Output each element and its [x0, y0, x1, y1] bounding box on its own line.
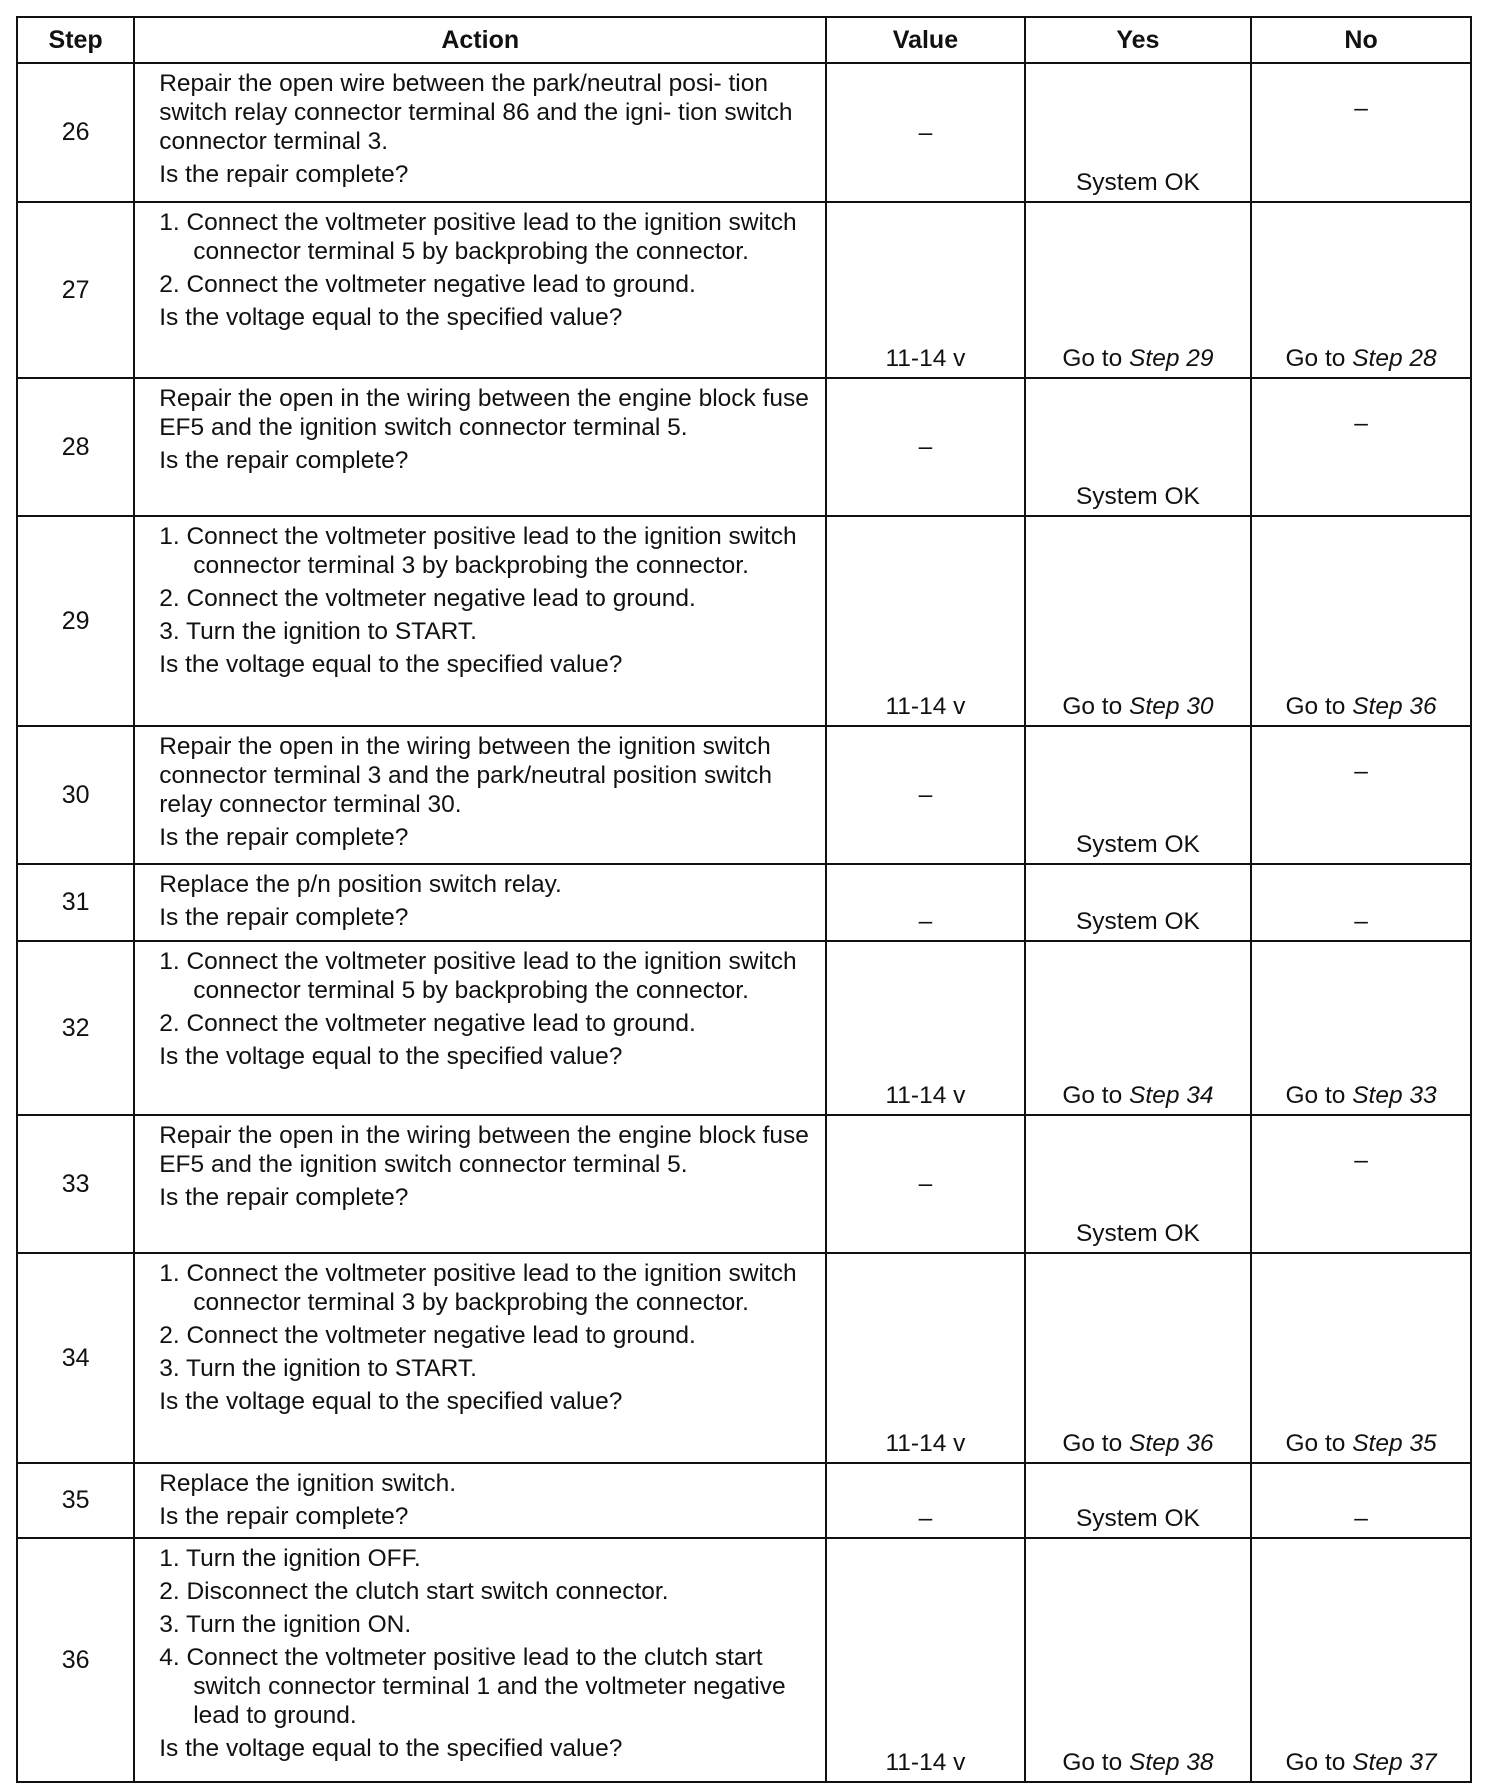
yes-text: Go to — [1062, 1430, 1130, 1457]
action-instruction: 1. Connect the voltmeter positive lead to the ignition switch connector terminal 3 by backprobing the connector. — [159, 523, 797, 579]
yes-cell — [1025, 941, 1252, 1115]
action-instruction: Repair the open in the wiring between the engine block fuse EF5 and the ignition switch connector terminal 5. — [159, 1122, 809, 1178]
step-number: 27 — [17, 202, 134, 378]
no-result — [1252, 907, 1470, 936]
step-number: 36 — [17, 1538, 134, 1782]
yes-step-link: Step 29 — [1129, 345, 1214, 372]
yes-result — [1026, 1748, 1251, 1777]
action-instruction: Repair the open in the wiring between the ignition switch connector terminal 3 and the park/neutral position switch relay connector terminal 30. — [159, 733, 773, 818]
action-cell — [134, 1115, 826, 1253]
value-text: 11-14 v — [885, 1082, 966, 1109]
no-cell — [1251, 726, 1471, 864]
action-instruction: Replace the p/n position switch relay. — [159, 871, 562, 898]
step-number: 28 — [17, 378, 134, 516]
action-instruction: 2. Connect the voltmeter negative lead to ground. — [159, 1010, 696, 1037]
value-text: 11-14 v — [885, 1430, 966, 1457]
action-instruction: 1. Connect the voltmeter positive lead to the ignition switch connector terminal 3 by backprobing the connector. — [159, 1260, 797, 1316]
action-instruction: 3. Turn the ignition ON. — [159, 1611, 412, 1638]
no-step-link: Step 36 — [1352, 693, 1437, 720]
action-question: Is the repair complete? — [159, 1503, 409, 1530]
yes-text: System OK — [1075, 908, 1200, 935]
no-step-link: Step 37 — [1352, 1749, 1437, 1776]
no-result — [1252, 1748, 1470, 1777]
action-cell — [134, 1538, 826, 1782]
yes-result — [1026, 692, 1251, 721]
no-step-link: Step 28 — [1352, 345, 1437, 372]
action-instruction: 2. Connect the voltmeter negative lead to ground. — [159, 271, 696, 298]
yes-text: Go to — [1062, 1749, 1130, 1776]
action-question: Is the voltage equal to the specified value? — [159, 1043, 623, 1070]
action-question: Is the repair complete? — [159, 824, 409, 851]
yes-text: Go to — [1062, 1082, 1130, 1109]
yes-text: System OK — [1075, 483, 1200, 510]
value-cell — [826, 941, 1024, 1115]
yes-result — [1026, 1219, 1251, 1248]
action-instruction: Replace the ignition switch. — [159, 1470, 457, 1497]
yes-cell — [1025, 202, 1252, 378]
action-cell — [134, 202, 826, 378]
table-row — [17, 378, 1471, 516]
action-question: Is the voltage equal to the specified value? — [159, 1735, 623, 1762]
table-row — [17, 1253, 1471, 1463]
value-text: 11-14 v — [885, 345, 966, 372]
no-cell — [1251, 378, 1471, 516]
no-text: – — [1354, 1147, 1368, 1174]
value-text: – — [918, 433, 933, 461]
no-text: – — [1354, 1505, 1368, 1532]
yes-text: Go to — [1062, 693, 1130, 720]
action-instruction: 4. Connect the voltmeter positive lead to the clutch start switch connector terminal 1 and the voltmeter negative lead to ground. — [159, 1644, 786, 1729]
value-cell — [826, 1463, 1024, 1538]
step-number: 32 — [17, 941, 134, 1115]
no-text: Go to — [1285, 1430, 1353, 1457]
action-instruction: 2. Connect the voltmeter negative lead to ground. — [159, 1322, 696, 1349]
yes-result — [1026, 830, 1251, 859]
action-cell — [134, 1253, 826, 1463]
no-result — [1252, 409, 1470, 438]
yes-text: System OK — [1075, 1220, 1200, 1247]
no-cell — [1251, 1253, 1471, 1463]
action-question: Is the repair complete? — [159, 904, 409, 931]
action-instruction: 3. Turn the ignition to START. — [159, 618, 477, 645]
no-result — [1252, 1081, 1470, 1110]
no-cell — [1251, 202, 1471, 378]
table-row — [17, 1538, 1471, 1782]
action-cell — [134, 726, 826, 864]
action-question: Is the repair complete? — [159, 447, 409, 474]
value-text: – — [918, 1170, 933, 1198]
no-cell — [1251, 63, 1471, 202]
value-text: – — [918, 908, 933, 935]
yes-cell — [1025, 1253, 1252, 1463]
yes-result — [1026, 907, 1251, 936]
yes-step-link: Step 38 — [1129, 1749, 1214, 1776]
yes-cell — [1025, 864, 1252, 941]
yes-cell — [1025, 726, 1252, 864]
header-no: No — [1251, 17, 1471, 63]
yes-cell — [1025, 1538, 1252, 1782]
value-text: – — [918, 1505, 933, 1532]
value-text: – — [918, 781, 933, 809]
yes-text: System OK — [1075, 1505, 1200, 1532]
yes-cell — [1025, 1115, 1252, 1253]
value-text: – — [918, 119, 933, 146]
action-instruction: 1. Connect the voltmeter positive lead to the ignition switch connector terminal 5 by backprobing the connector. — [159, 209, 797, 265]
yes-result — [1026, 1504, 1251, 1533]
yes-result — [1026, 482, 1251, 511]
action-cell — [134, 864, 826, 941]
step-number: 26 — [17, 63, 134, 202]
table-row — [17, 1115, 1471, 1253]
no-cell — [1251, 1115, 1471, 1253]
no-cell — [1251, 941, 1471, 1115]
no-step-link: Step 35 — [1352, 1430, 1437, 1457]
yes-text: Go to — [1062, 345, 1130, 372]
no-cell — [1251, 1463, 1471, 1538]
yes-result — [1026, 344, 1251, 373]
yes-text: System OK — [1075, 831, 1200, 858]
yes-cell — [1025, 1463, 1252, 1538]
no-result — [1252, 94, 1470, 123]
no-text: – — [1354, 758, 1368, 785]
action-question: Is the voltage equal to the specified value? — [159, 304, 623, 331]
action-cell — [134, 378, 826, 516]
step-number: 29 — [17, 516, 134, 726]
no-result — [1252, 757, 1470, 786]
no-result — [1252, 692, 1470, 721]
value-cell — [826, 726, 1024, 864]
yes-text: System OK — [1075, 169, 1200, 196]
yes-step-link: Step 36 — [1129, 1430, 1214, 1457]
value-text: 11-14 v — [885, 693, 966, 720]
no-text: Go to — [1285, 1749, 1353, 1776]
step-number: 30 — [17, 726, 134, 864]
value-cell — [826, 864, 1024, 941]
no-result — [1252, 344, 1470, 373]
diagnostic-table — [16, 16, 1472, 1783]
no-cell — [1251, 864, 1471, 941]
table-row — [17, 864, 1471, 941]
no-cell — [1251, 1538, 1471, 1782]
table-row — [17, 726, 1471, 864]
value-cell — [826, 1253, 1024, 1463]
no-result — [1252, 1504, 1470, 1533]
action-cell — [134, 941, 826, 1115]
action-cell — [134, 63, 826, 202]
value-cell — [826, 63, 1024, 202]
value-text: 11-14 v — [885, 1749, 966, 1776]
action-instruction: Repair the open wire between the park/neutral posi- tion switch relay connector terminal 86 and the igni- tion switch connector terminal 3. — [159, 70, 793, 155]
yes-result — [1026, 1429, 1251, 1458]
yes-result — [1026, 1081, 1251, 1110]
action-cell — [134, 1463, 826, 1538]
header-row — [17, 17, 1471, 63]
value-cell — [826, 1538, 1024, 1782]
value-cell — [826, 202, 1024, 378]
no-result — [1252, 1146, 1470, 1175]
no-text: – — [1354, 908, 1368, 935]
action-question: Is the voltage equal to the specified value? — [159, 1388, 623, 1415]
header-value: Value — [826, 17, 1024, 63]
no-cell — [1251, 516, 1471, 726]
value-cell — [826, 516, 1024, 726]
action-question: Is the repair complete? — [159, 1184, 409, 1211]
no-text: Go to — [1285, 345, 1353, 372]
table-row — [17, 63, 1471, 202]
value-cell — [826, 378, 1024, 516]
table-row — [17, 1463, 1471, 1538]
action-cell — [134, 516, 826, 726]
action-instruction: 1. Connect the voltmeter positive lead to the ignition switch connector terminal 5 by backprobing the connector. — [159, 948, 797, 1004]
yes-step-link: Step 30 — [1129, 693, 1214, 720]
no-result — [1252, 1429, 1470, 1458]
action-instruction: Repair the open in the wiring between the engine block fuse EF5 and the ignition switch connector terminal 5. — [159, 385, 809, 441]
no-text: – — [1354, 410, 1368, 437]
table-row — [17, 941, 1471, 1115]
yes-result — [1026, 168, 1251, 197]
value-cell — [826, 1115, 1024, 1253]
action-question: Is the repair complete? — [159, 161, 409, 188]
header-step: Step — [17, 17, 134, 63]
step-number: 34 — [17, 1253, 134, 1463]
step-number: 31 — [17, 864, 134, 941]
yes-cell — [1025, 516, 1252, 726]
action-question: Is the voltage equal to the specified value? — [159, 651, 623, 678]
yes-step-link: Step 34 — [1129, 1082, 1214, 1109]
yes-cell — [1025, 63, 1252, 202]
step-number: 33 — [17, 1115, 134, 1253]
yes-cell — [1025, 378, 1252, 516]
no-text: – — [1354, 95, 1368, 122]
header-yes: Yes — [1025, 17, 1252, 63]
action-instruction: 2. Connect the voltmeter negative lead to ground. — [159, 585, 696, 612]
no-text: Go to — [1285, 1082, 1353, 1109]
step-number: 35 — [17, 1463, 134, 1538]
action-instruction: 2. Disconnect the clutch start switch connector. — [159, 1578, 669, 1605]
no-text: Go to — [1285, 693, 1353, 720]
table-row — [17, 202, 1471, 378]
header-action: Action — [134, 17, 826, 63]
table-row — [17, 516, 1471, 726]
action-instruction: 3. Turn the ignition to START. — [159, 1355, 477, 1382]
action-instruction: 1. Turn the ignition OFF. — [159, 1545, 421, 1572]
no-step-link: Step 33 — [1352, 1082, 1437, 1109]
